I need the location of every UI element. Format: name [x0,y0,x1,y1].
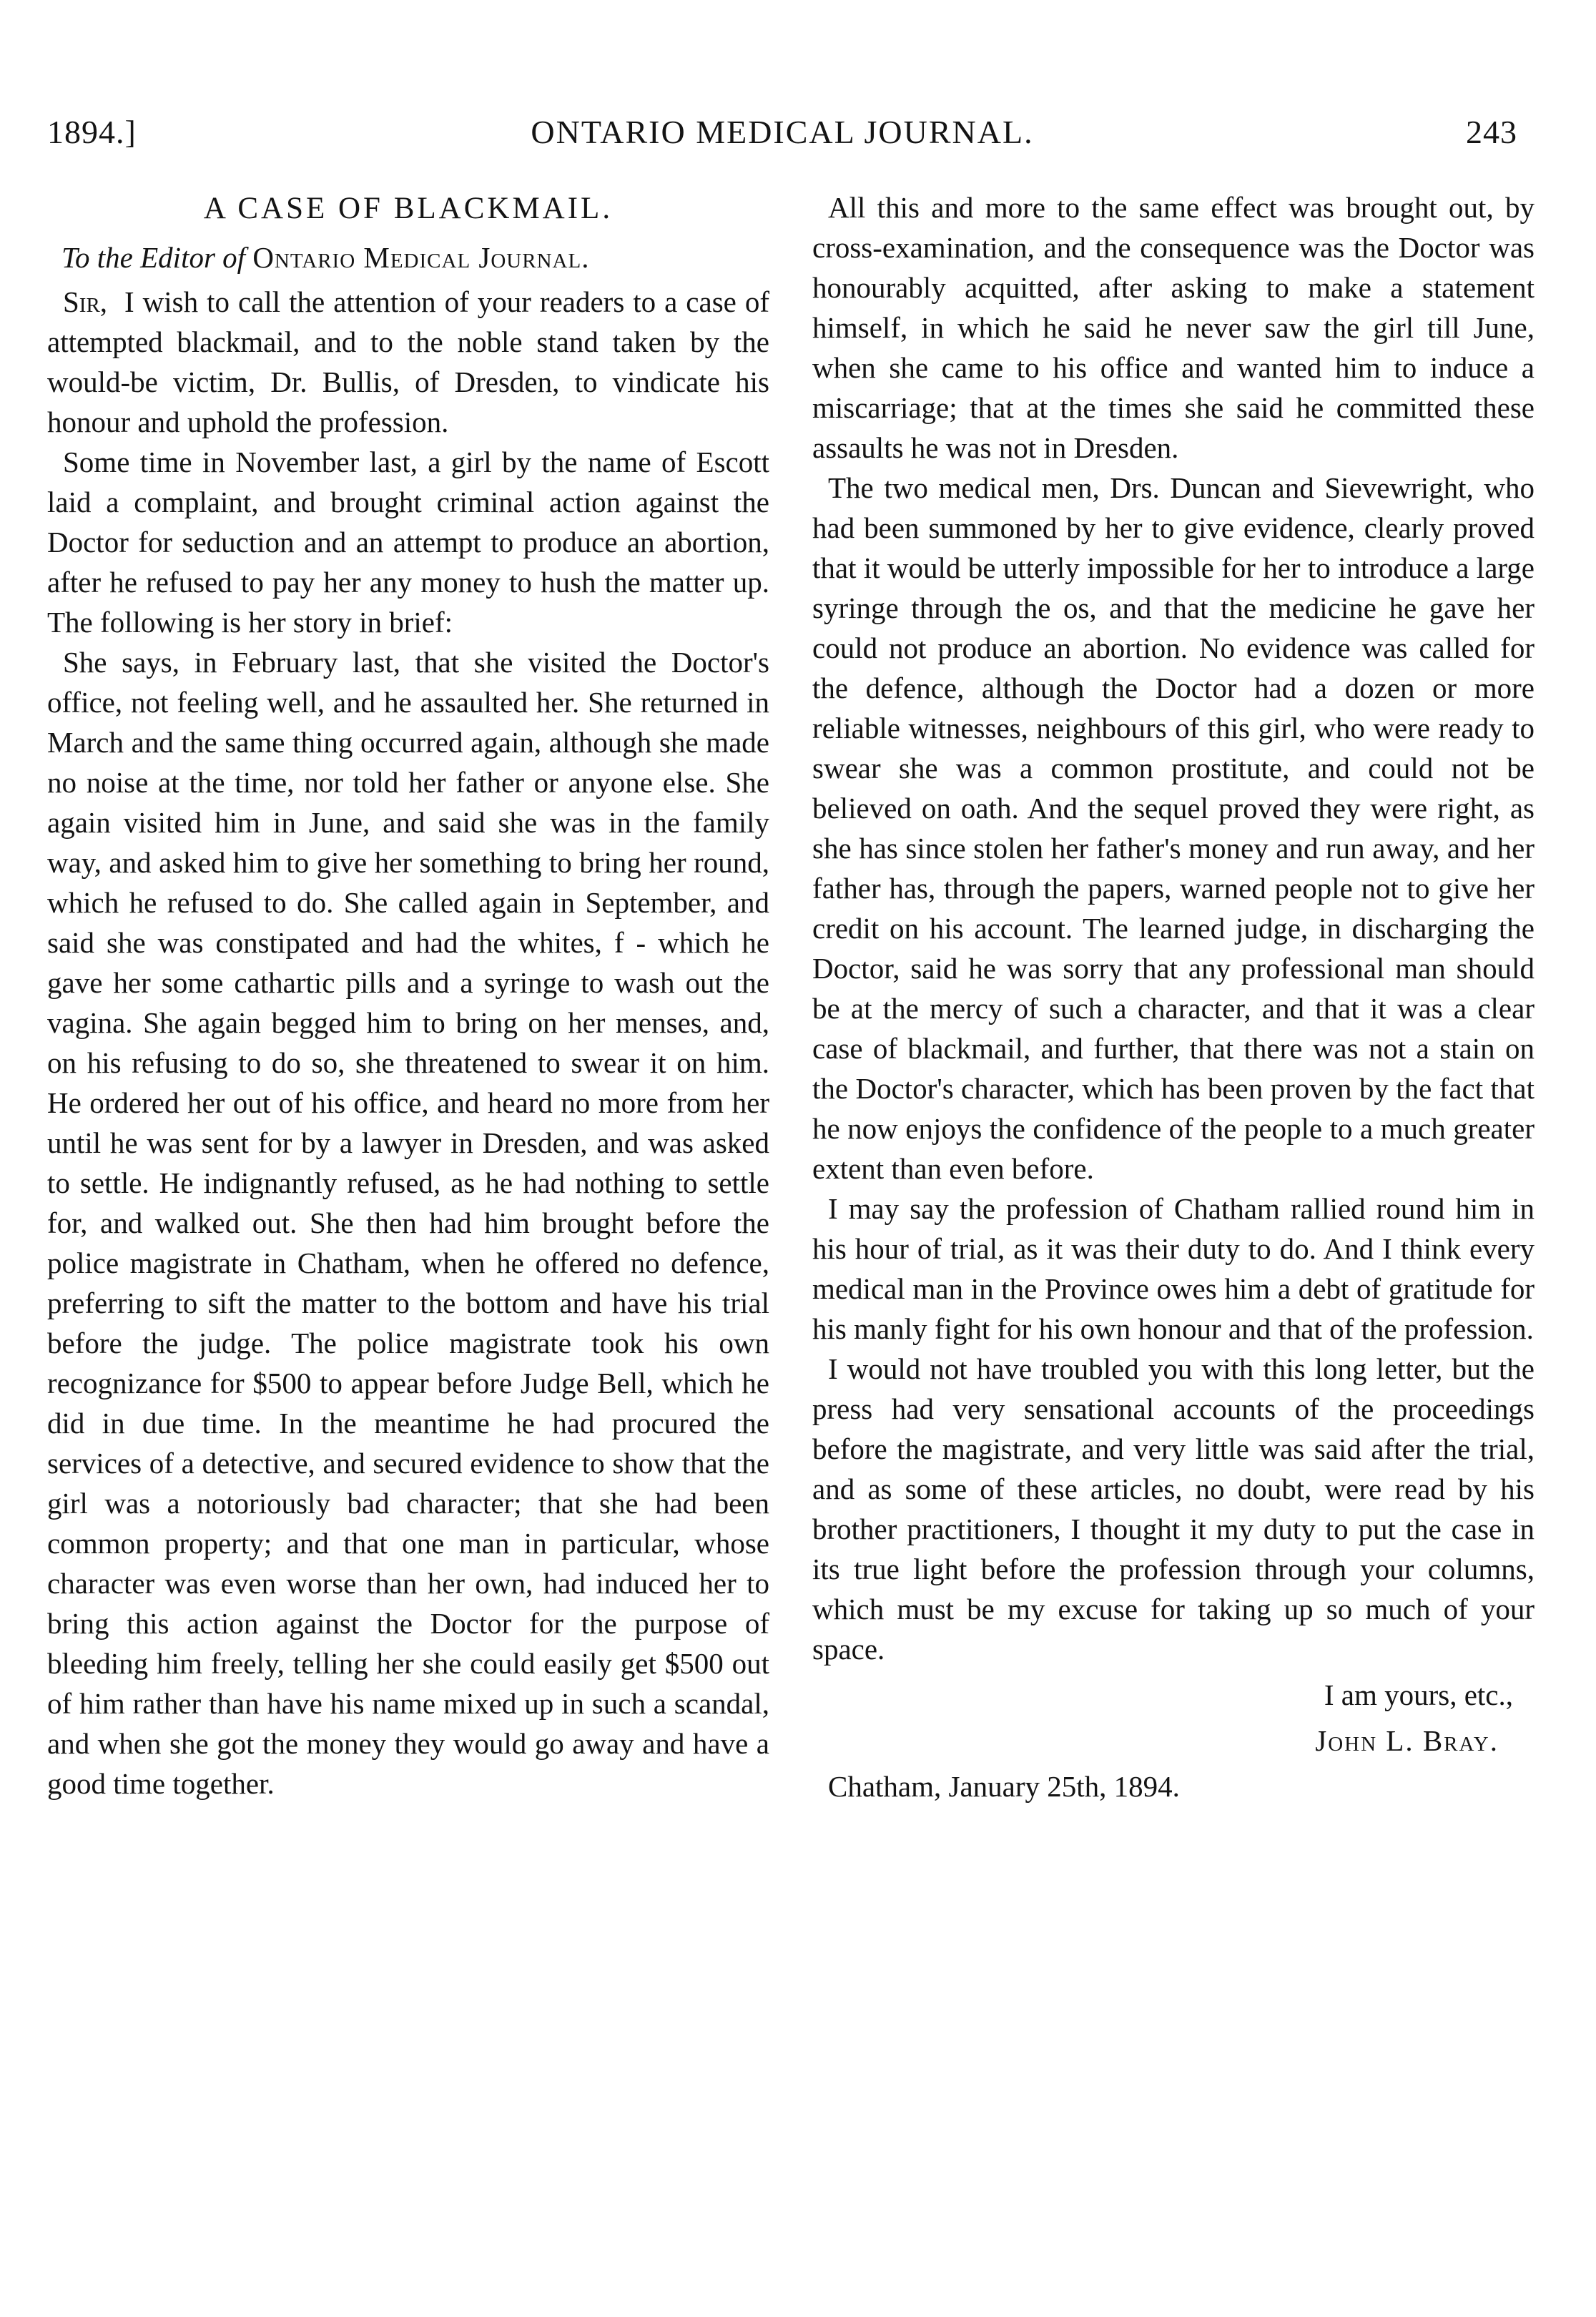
article-title: A CASE OF BLACKMAIL. [203,192,614,225]
signature: John L. Bray. [1315,1724,1499,1757]
header-year: 1894.] [47,114,137,150]
paragraph-3: She says, in February last, that she visited the Doctor's office, not feeling well, and he assaulted her. She returned in March and the same thing occurred again, although she made no noise at the time, nor told her father or anyone else. She again visited him in June, and said she was in the family way, and asked him to give her something to bring her round, which he refused to do. She called again in September, and said she was constipated and had the whites, f - which he gave her some cathartic pills and a syringe to wash out the vagina. She again begged him to bring on her menses, and, on his refusing to do so, she threatened to swear it on him. He ordered her out of his office, and heard no more from her until he was sent for by a lawyer in Dresden, and was asked to settle. He indignantly refused, as he had nothing to settle for, and walked out. She then had him brought before the police magistrate in Chatham, when he offered no defence, preferring to sift the matter to the bottom and have his trial before the judge. The police magistrate took his own recognizance for $500 to appear before Judge Bell, which he did in due time. In the meantime he had procured the services of a detective, and secured evidence to show that the girl was a notoriously bad character; that she had been common property; and that one man in particular, whose character was even worse than her own, had induced her to bring this action against the Doctor for the purpose of bleeding him freely, telling her she could easily get $500 out of him rather than have his name mixed up in such a scandal, and when she got the money they would go away and have a good time together. [47,646,769,1800]
sir-greeting: Sir, [63,285,108,318]
running-head [47,113,1517,163]
paragraph-1-text: I wish to call the attention of your readers to a case of attempted blackmail, and to the noble stand taken by the would-be victim, Dr. Bullis, of Dresden, to vindicate his honour and uphold the profession. [47,285,769,438]
salutation-prefix: To the Editor of [61,241,246,274]
paragraph-7: I would not have troubled you with this long letter, but the press had very sensational accounts of the proceedings before the magistrate, and very little was said after the trial, and as some of these articles, no doubt, were read by his brother practitioners, I thought it my duty to put the case in its true light before the profession through your columns, which must be my excuse for taking up so much of your space. [812,1352,1535,1666]
paragraph-5: The two medical men, Drs. Duncan and Sievewright, who had been summoned by her to give evidence, clearly proved that it would be utterly impossible for her to introduce a large syringe through the os, and that the medicine he gave her could not produce an abortion. No evidence was called for the defence, although the Doctor had a dozen or more reliable witnesses, neighbours of this girl, who were ready to swear she was a common prostitute, and could not be believed on oath. And the sequel proved they were right, as she has since stolen her father's money and run away, and her father has, through the papers, warned people not to give her credit on his account. The learned judge, in discharging the Doctor, said he was sorry that any professional man should be at the mercy of such a character, and that it was a clear case of blackmail, and further, that there was not a stain on the Doctor's character, which has been proven by the fact that he now enjoys the confidence of the people to a much greater extent than even before. [812,471,1535,1185]
paragraph-2: Some time in November last, a girl by the name of Escott laid a complaint, and brought criminal action against the Doctor for seduction and an attempt to produce an abortion, after he refused to pay her any money to hush the matter up. The following is her story in brief: [47,446,769,639]
salutation-journal: Ontario Medical Journal. [252,241,590,274]
paragraph-6: I may say the profession of Chatham rallied round him in his hour of trial, as it was their duty to do. And I think every medical man in the Province owes him a debt of gratitude for his manly fight for his own honour and that of the profession. [812,1192,1535,1345]
page-number: 243 [1466,114,1517,150]
paragraph-1 [47,282,769,442]
dateline: Chatham, January 25th, 1894. [828,1770,1180,1803]
closing: I am yours, etc., [1324,1678,1513,1711]
journal-title: ONTARIO MEDICAL JOURNAL. [531,114,1034,150]
right-column [812,187,1535,1806]
left-column [47,187,769,1804]
paragraph-4: All this and more to the same effect was brought out, by cross-examination, and the consequence was the Doctor was honourably acquitted, after asking to make a statement himself, in which he said he never saw the girl till June, when she came to his office and wanted him to induce a miscarriage; that at the times she said he committed these assaults he was not in Dresden. [812,191,1535,464]
salutation [47,237,769,277]
